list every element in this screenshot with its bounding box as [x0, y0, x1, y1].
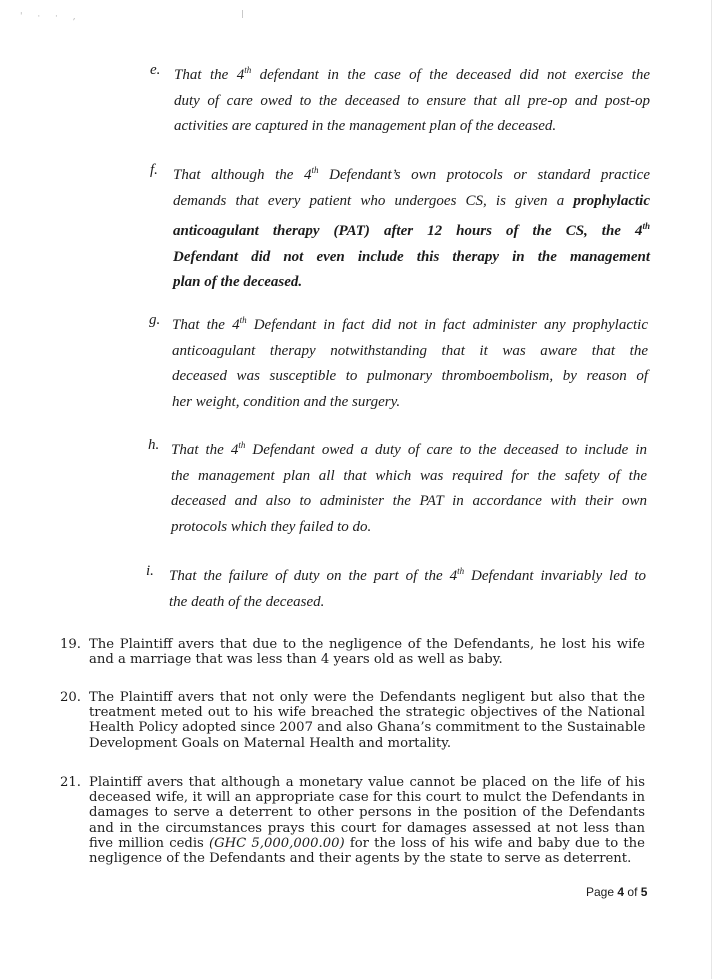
item-letter: g.	[149, 312, 161, 328]
text-line: damages to serve a deterrent to other persons in the position of the Defendants	[89, 805, 645, 821]
total-pages: 5	[640, 885, 648, 899]
text-line: Health Policy adopted since 2007 and also Ghana’s commitment to the Sustainable	[89, 720, 646, 736]
ordinal-suffix: th	[457, 566, 465, 576]
text-line: the death of the deceased.	[169, 593, 325, 610]
item-letter: i.	[146, 563, 154, 579]
scan-artifact-tick	[242, 10, 243, 18]
text-line: duty of care owed to the deceased to ensure that all pre-op and post-op	[174, 92, 650, 109]
current-page: 4	[617, 885, 625, 899]
bold-text: prophylactic	[573, 192, 650, 209]
page-edge	[711, 0, 712, 979]
ordinal-suffix: th	[244, 65, 252, 75]
item-text	[171, 433, 647, 540]
paragraph-number: 21.	[60, 775, 81, 790]
text-line: deceased was susceptible to pulmonary thromboembolism, by reason of	[172, 368, 648, 384]
item-letter: h.	[148, 437, 160, 453]
ordinal-suffix: th	[311, 165, 319, 175]
paragraph-text	[89, 690, 645, 751]
text-line: negligence of the Defendants and their agents by the state to serve as deterrent.	[89, 851, 632, 867]
item-text	[174, 58, 650, 140]
text-line	[173, 189, 650, 215]
text-line: anticoagulant therapy notwithstanding that it was aware that the	[172, 342, 648, 359]
text-segment: five million cedis	[89, 835, 204, 851]
text-line: Development Goals on Maternal Health and mortality.	[89, 735, 452, 751]
item-text	[173, 158, 650, 296]
text-segment: for the loss of his wife and baby due to the	[349, 835, 645, 851]
text-line: deceased and also to administer the PAT in accordance with their own	[171, 493, 647, 509]
text-line: That the failure of duty on the part of the 4th Defendant invariably led to	[169, 566, 646, 584]
ordinal-suffix: th	[642, 221, 650, 231]
text-segment: demands that every patient who undergoes CS, is given a	[173, 192, 565, 209]
amount-italic: (GHC 5,000,000.00)	[208, 835, 345, 851]
text-line: the management plan all that which was required for the safety of the	[171, 467, 647, 484]
text-line: and in the circumstances prays this court for damages assessed at not less than	[89, 820, 645, 836]
paragraph-text	[89, 775, 645, 866]
text-line: That although the 4th Defendant’s own protocols or standard practice	[173, 165, 650, 183]
text-line: That the 4th defendant in the case of the deceased did not exercise the	[174, 65, 650, 83]
text-line: her weight, condition and the surgery.	[172, 393, 401, 410]
text-line: and a marriage that was less than 4 years old as well as baby.	[89, 652, 503, 668]
item-text	[169, 559, 646, 615]
page-number	[586, 885, 647, 899]
text-line	[89, 836, 645, 851]
paragraph-number: 19.	[60, 637, 81, 652]
text-line: protocols which they failed to do.	[171, 518, 372, 535]
paragraph-text	[89, 637, 645, 667]
bold-text-line: plan of the deceased.	[173, 274, 303, 290]
paragraph-number: 20.	[60, 690, 81, 705]
text-line: That the 4th Defendant in fact did not in fact administer any prophylactic	[172, 315, 648, 333]
text-line: deceased wife, it will an appropriate case for this court to mulct the Defendants in	[89, 790, 645, 806]
page-label: Page	[586, 885, 615, 899]
ordinal-suffix: th	[239, 315, 247, 325]
text-line: Plaintiff avers that although a monetary value cannot be placed on the life of his	[89, 775, 645, 790]
bold-text-line: Defendant did not even include this therapy in the management	[173, 248, 650, 265]
ordinal-suffix: th	[238, 440, 246, 450]
text-line: activities are captured in the management plan of the deceased.	[174, 118, 557, 134]
of-label: of	[627, 885, 638, 899]
item-letter: e.	[150, 62, 161, 78]
text-line: That the 4th Defendant owed a duty of care to the deceased to include in	[171, 440, 647, 458]
text-line: The Plaintiff avers that due to the negligence of the Defendants, he lost his wife	[89, 637, 645, 652]
text-line: treatment meted out to his wife breached the strategic objectives of the National	[89, 705, 645, 721]
item-letter: f.	[150, 162, 158, 178]
item-text	[172, 308, 648, 415]
bold-text-line: anticoagulant therapy (PAT) after 12 hours of the CS, the 4th	[173, 221, 650, 239]
scan-artifacts: ' · · ,	[20, 12, 82, 22]
text-line: The Plaintiff avers that not only were the Defendants negligent but also that the	[89, 690, 645, 705]
